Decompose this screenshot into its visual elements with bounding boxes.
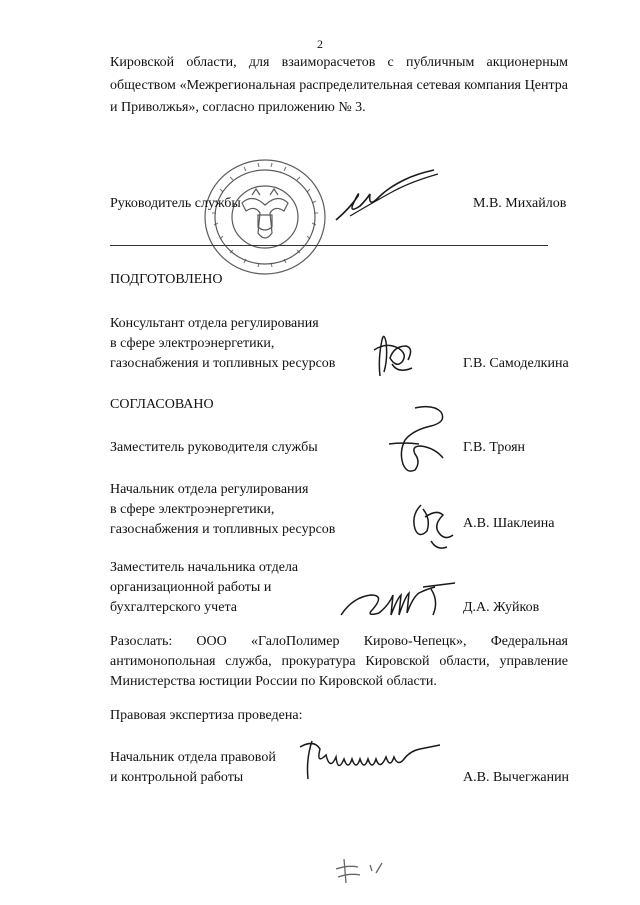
- prepared-name: Г.В. Самоделкина: [463, 356, 569, 371]
- prepared-heading: ПОДГОТОВЛЕНО: [110, 272, 223, 287]
- agreed-item-title-line: организационной работы и: [110, 580, 272, 595]
- agreed-signature-icon: [403, 495, 463, 555]
- agreed-item-title-line: Начальник отдела регулирования: [110, 482, 309, 497]
- agreed-item-title-line: бухгалтерского учета: [110, 600, 237, 615]
- prepared-signature-icon: [368, 328, 423, 380]
- handwritten-mark-icon: [330, 855, 390, 887]
- legal-heading: Правовая экспертиза проведена:: [110, 708, 303, 723]
- head-signature-icon: [330, 168, 450, 238]
- legal-title-line: Начальник отдела правовой: [110, 750, 276, 765]
- head-title: Руководитель службы: [110, 196, 241, 211]
- agreed-heading: СОГЛАСОВАНО: [110, 397, 214, 412]
- prepared-title-line: газоснабжения и топливных ресурсов: [110, 356, 336, 371]
- agreed-item-title-line: Заместитель руководителя службы: [110, 440, 318, 455]
- agreed-item-title: [110, 558, 360, 618]
- legal-name: А.В. Вычегжанин: [463, 770, 570, 785]
- prepared-title-line: Консультант отдела регулирования: [110, 316, 319, 331]
- prepared-title-line: в сфере электроэнергетики,: [110, 336, 275, 351]
- agreed-item-title: [110, 480, 360, 540]
- agreed-signature-icon: [335, 575, 460, 625]
- agreed-signature-icon: [375, 400, 455, 480]
- agreed-item-name: Г.В. Троян: [463, 440, 526, 455]
- agreed-item-title-line: Заместитель начальника отдела: [110, 560, 299, 575]
- agreed-item-title-line: газоснабжения и топливных ресурсов: [110, 522, 336, 537]
- official-seal-icon: [200, 155, 330, 280]
- legal-title-line: и контрольной работы: [110, 770, 244, 785]
- agreed-item-name: Д.А. Жуйков: [463, 600, 540, 615]
- agreed-item-title: [110, 438, 360, 458]
- head-name: М.В. Михайлов: [473, 196, 567, 211]
- page-number: 2: [317, 37, 323, 51]
- legal-signature-icon: [290, 735, 445, 785]
- prepared-title: [110, 314, 360, 374]
- agreed-item-name: А.В. Шаклеина: [463, 516, 555, 531]
- distribution-paragraph: Разослать: ООО «ГалоПолимер Кирово-Чепецк», Федеральная антимонопольная служба, прокуратура Кировской области, управление Министерства юстиции России по Кировской области.: [110, 634, 568, 689]
- separator-line: [110, 245, 548, 246]
- agreed-item-title-line: в сфере электроэнергетики,: [110, 502, 275, 517]
- intro-paragraph: Кировской области, для взаиморасчетов с публичным акционерным обществом «Межрегиональная распределительная сетевая компания Центра и Приволжья», согласно приложению № 3.: [110, 55, 568, 115]
